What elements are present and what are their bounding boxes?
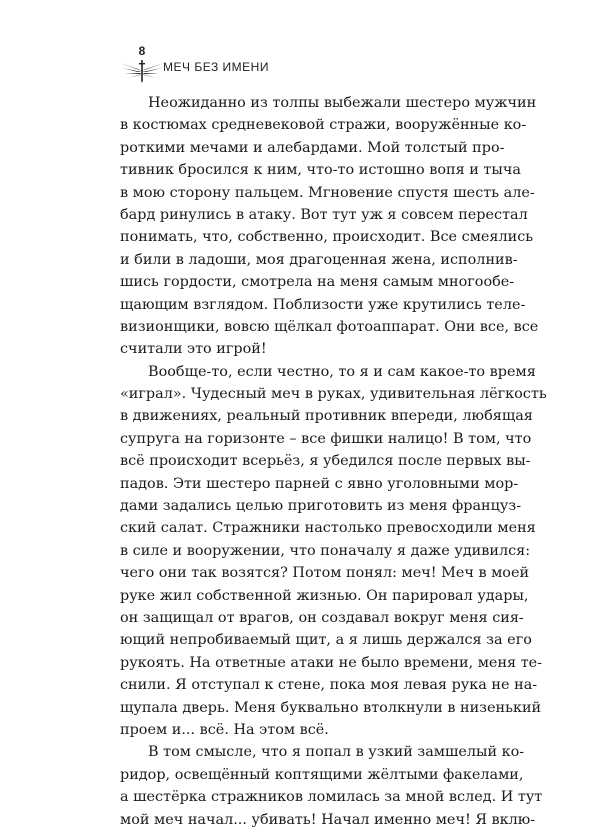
text-line: Неожиданно из толпы выбежали шестеро мужчин: [148, 95, 537, 111]
text-line: считали это игрой!: [120, 341, 267, 358]
text-line: мой меч начал... убивать! Начал именно меч! Я вклю-: [120, 811, 536, 828]
text-line: в движениях, реальный противник впереди, любящая: [120, 408, 533, 425]
text-line: шись гордости, смотрела на меня самым многообе-: [120, 274, 515, 291]
text-line: тивник бросился к ним, что-то истошно вопя и тыча: [120, 162, 521, 179]
text-line: а шестёрка стражников ломилась за мной вслед. И тут: [120, 789, 543, 806]
running-title: МЕЧ БЕЗ ИМЕНИ: [163, 60, 269, 74]
text-line: рукоять. На ответные атаки не было времени, меня те-: [120, 654, 543, 671]
running-header: [118, 44, 278, 84]
text-line: ридор, освещённый коптящими жёлтыми факелами,: [120, 766, 524, 783]
text-line: в силе и вооружении, что поначалу я даже удивился:: [120, 542, 531, 559]
page-number: 8: [138, 44, 146, 58]
text-line: проем и... всё. На этом всё.: [120, 721, 329, 738]
text-line: бард ринулись в атаку. Вот тут уж я совсем перестал: [120, 206, 528, 223]
text-line: он защищал от врагов, он создавал вокруг меня сия-: [120, 609, 524, 626]
text-line: супруга на горизонте – все фишки налицо! В том, что: [120, 430, 532, 447]
text-line: в костюмах средневековой стражи, вооружённые ко-: [120, 117, 527, 134]
text-line: визионщики, вовсю щёлкал фотоаппарат. Они все, все: [120, 318, 539, 335]
text-line: понимать, что, собственно, происходит. Все смеялись: [120, 229, 534, 246]
text-line: в мою сторону пальцем. Мгновение спустя шесть але-: [120, 184, 535, 201]
paragraph: [120, 92, 539, 361]
text-line: щающим взглядом. Поблизости уже крутились теле-: [120, 296, 526, 313]
text-line: роткими мечами и алебардами. Мой толстый про-: [120, 139, 505, 156]
text-line: ский салат. Стражники настолько превосходили меня: [120, 520, 536, 537]
paragraph: [120, 361, 547, 742]
text-line: чего они так возятся? Потом понял: меч! Меч в моей: [120, 565, 530, 582]
text-line: всё происходит всерьёз, я убедился после первых вы-: [120, 453, 531, 470]
text-line: «играл». Чудесный меч в руках, удивительная лёгкость: [120, 386, 547, 403]
paragraph: [120, 741, 543, 831]
text-line: и били в ладоши, моя драгоценная жена, исполнив-: [120, 251, 518, 268]
text-line: дами задались целью приготовить из меня француз-: [120, 498, 522, 515]
text-line: В том смысле, что я попал в узкий замшелый ко-: [148, 744, 525, 761]
text-line: Вообще-то, если честно, то я и сам какое-то время: [148, 363, 536, 380]
text-line: руке жил собственной жизнью. Он парировал удары,: [120, 587, 529, 604]
body-text: [120, 92, 547, 831]
text-line: ющий непробиваемый щит, а я лишь держался за его: [120, 632, 532, 649]
text-line: щупала дверь. Меня буквально втолкнули в низенький: [120, 699, 542, 716]
winged-sword-icon: [118, 59, 166, 83]
text-line: снили. Я отступал к стене, пока моя левая рука не на-: [120, 677, 538, 694]
text-line: падов. Эти шестеро парней с явно уголовными мор-: [120, 475, 519, 492]
